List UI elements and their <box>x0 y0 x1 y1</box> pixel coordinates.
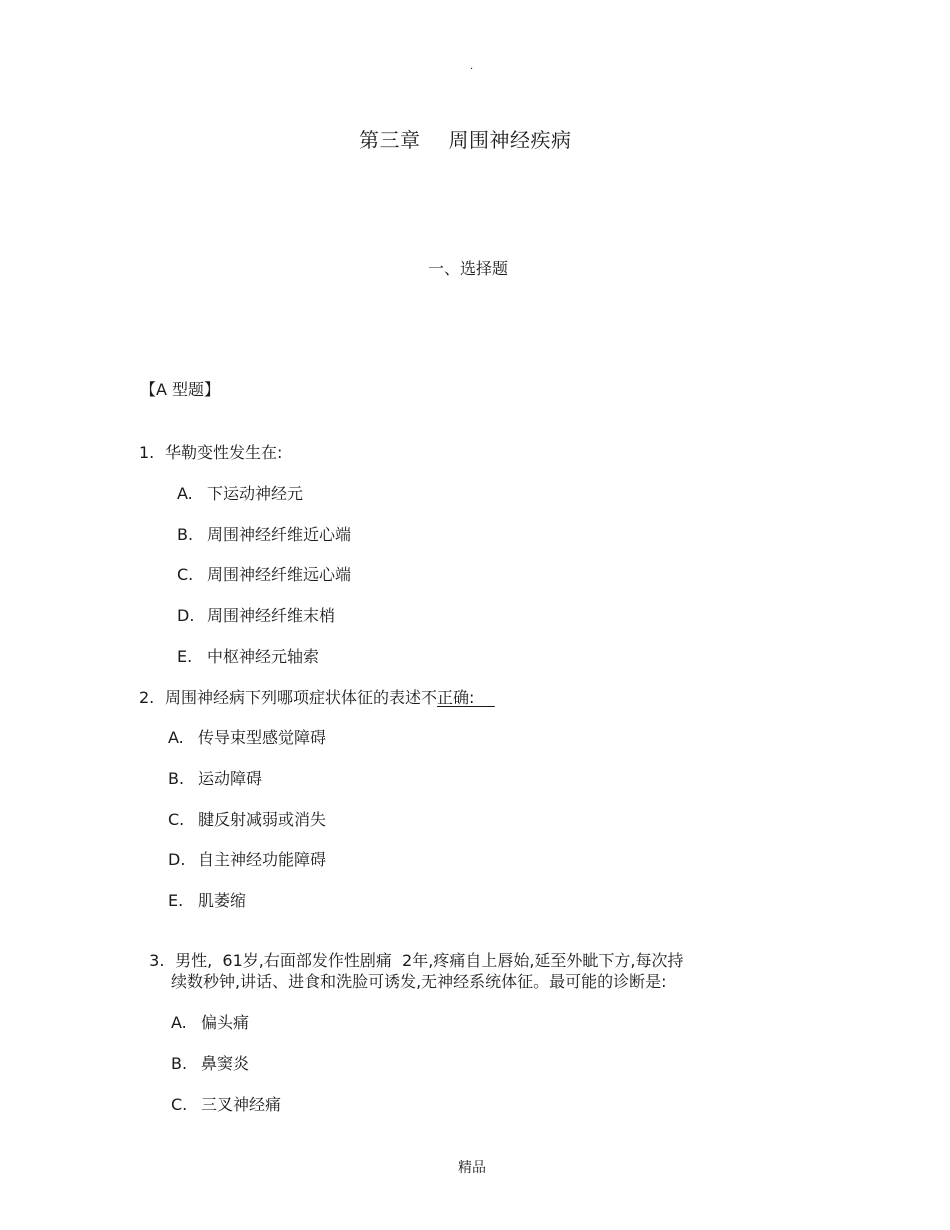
question-text-underlined: 正确: <box>437 688 495 707</box>
option-label: B. <box>177 525 194 544</box>
option-text: 中枢神经元轴索 <box>207 647 320 666</box>
option-text: 传导束型感觉障碍 <box>198 728 327 747</box>
option-2e <box>168 888 246 911</box>
option-text: 运动障碍 <box>198 769 263 788</box>
option-text: 鼻窦炎 <box>201 1054 250 1073</box>
option-2b <box>168 766 262 789</box>
option-1e <box>177 644 319 667</box>
chapter-number: 第三章 <box>359 128 421 152</box>
option-text: 三叉神经痛 <box>201 1095 282 1114</box>
section-title: 一、选择题 <box>428 259 509 278</box>
option-label: B. <box>171 1054 188 1073</box>
question-number: 3. <box>149 951 165 970</box>
header-mark: · <box>470 64 474 75</box>
chapter-name: 周围神经疾病 <box>448 128 572 152</box>
question-1 <box>139 440 282 463</box>
option-label: A. <box>177 484 193 503</box>
option-3b <box>171 1051 249 1074</box>
option-text: 周围神经纤维近心端 <box>207 525 352 544</box>
option-text: 自主神经功能障碍 <box>198 850 327 869</box>
option-text: 偏头痛 <box>201 1013 250 1032</box>
chapter-title <box>359 124 572 153</box>
question-text-line-2: 续数秒钟,讲话、进食和洗脸可诱发,无神经系统体征。最可能的诊断是: <box>171 972 667 991</box>
option-label: D. <box>177 606 195 625</box>
question-number: 2. <box>139 688 155 707</box>
question-2 <box>139 685 495 708</box>
option-2d <box>168 847 326 870</box>
page-footer: 精品 <box>458 1160 486 1176</box>
option-1b <box>177 522 351 545</box>
option-text: 肌萎缩 <box>198 891 247 910</box>
question-text: 华勒变性发生在: <box>165 443 283 462</box>
option-label: A. <box>171 1013 187 1032</box>
option-label: A. <box>168 728 184 747</box>
question-number: 1. <box>139 443 155 462</box>
option-label: D. <box>168 850 186 869</box>
option-text: 周围神经纤维远心端 <box>207 565 352 584</box>
option-label: C. <box>171 1095 188 1114</box>
question-3-continued <box>171 969 667 992</box>
option-text: 下运动神经元 <box>207 484 304 503</box>
option-1a <box>177 481 303 504</box>
option-label: E. <box>177 647 193 666</box>
option-text: 腱反射减弱或消失 <box>198 810 327 829</box>
option-label: C. <box>177 565 194 584</box>
option-1d <box>177 603 335 626</box>
question-text-line-1: 男性, 61岁,右面部发作性剧痛 2年,疼痛自上唇始,延至外眦下方,每次持 <box>175 951 684 970</box>
option-label: C. <box>168 810 185 829</box>
option-3c <box>171 1092 281 1115</box>
question-text: 周围神经病下列哪项症状体征的表述不 <box>165 688 438 707</box>
option-text: 周围神经纤维末梢 <box>207 606 336 625</box>
option-2c <box>168 807 326 830</box>
option-2a <box>168 725 326 748</box>
option-label: E. <box>168 891 184 910</box>
question-3 <box>139 929 684 971</box>
option-label: B. <box>168 769 185 788</box>
option-1c <box>177 562 351 585</box>
option-3a <box>171 1010 249 1033</box>
question-group-title: 【A 型题】 <box>140 380 221 399</box>
